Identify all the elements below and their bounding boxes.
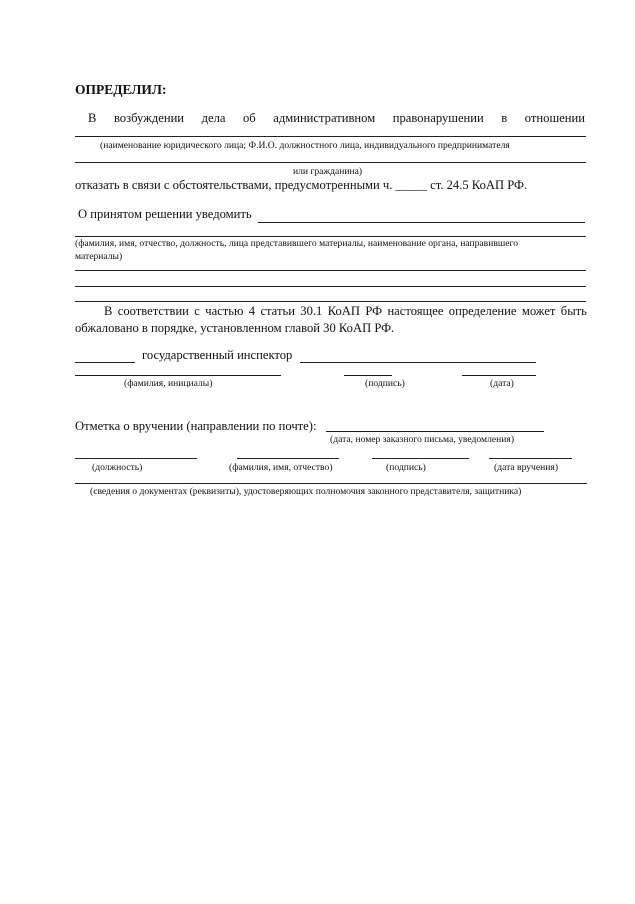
- notify-field-line-5[interactable]: [75, 301, 586, 302]
- receiver-fio-caption: (фамилия, имя, отчество): [229, 462, 333, 473]
- notify-caption-2: материалы): [75, 251, 123, 262]
- inspector-name-field[interactable]: [75, 375, 281, 376]
- subject-field-line-2[interactable]: [75, 162, 586, 163]
- appeal-word: 30.1: [300, 304, 323, 318]
- refusal-word: возбуждении: [113, 111, 185, 125]
- notify-label: О принятом решении уведомить: [78, 207, 252, 221]
- refusal-word: административном: [273, 111, 376, 125]
- receiver-sign-field[interactable]: [372, 458, 469, 459]
- appeal-word: частью: [205, 304, 244, 318]
- receiver-date-field[interactable]: [489, 458, 572, 459]
- refusal-word: правонарушении: [392, 111, 484, 125]
- receiver-date-caption: (дата вручения): [494, 462, 559, 473]
- appeal-word: соответствии: [117, 304, 189, 318]
- inspector-date-field[interactable]: [462, 375, 536, 376]
- subject-field-line-1[interactable]: [75, 136, 586, 137]
- refusal-word: В: [88, 111, 97, 125]
- inspector-sign-caption: (подпись): [365, 378, 405, 389]
- notify-field-line-1[interactable]: [258, 222, 585, 223]
- receiver-sign-caption: (подпись): [386, 462, 426, 473]
- appeal-word: РФ: [365, 304, 383, 318]
- delivery-field[interactable]: [326, 431, 544, 432]
- appeal-word: В: [104, 304, 113, 318]
- refusal-line: [88, 111, 585, 126]
- inspector-name-caption: (фамилия, инициалы): [124, 378, 213, 389]
- subject-caption-2: или гражданина): [293, 166, 363, 177]
- appeal-word: быть: [560, 304, 587, 318]
- appeal-word: с: [194, 304, 200, 318]
- receiver-fio-field[interactable]: [237, 458, 339, 459]
- appeal-word: может: [521, 304, 556, 318]
- notify-field-line-2[interactable]: [75, 236, 586, 237]
- appeal-word: определение: [448, 304, 517, 318]
- notify-caption-1: (фамилия, имя, отчество, должность, лица представившего материалы, наименование органа, направившего: [75, 238, 518, 249]
- refusal-reason-text: отказать в связи с обстоятельствами, предусмотренными ч. _____ ст. 24.5 КоАП РФ.: [75, 178, 528, 192]
- notify-field-line-3[interactable]: [75, 270, 586, 271]
- delivery-caption: (дата, номер заказного письма, уведомления): [330, 434, 515, 445]
- appeal-word: настоящее: [387, 304, 444, 318]
- notify-field-line-4[interactable]: [75, 286, 586, 287]
- refusal-word: в: [501, 111, 508, 125]
- inspector-rank-field[interactable]: [75, 362, 135, 363]
- appeal-line-1: [104, 304, 587, 319]
- receiver-position-caption: (должность): [92, 462, 143, 473]
- refusal-word: отношении: [524, 111, 585, 125]
- receiver-position-field[interactable]: [75, 458, 197, 459]
- refusal-word: об: [242, 111, 256, 125]
- delivery-label: Отметка о вручении (направлении по почте):: [75, 419, 317, 433]
- appeal-word: 4: [248, 304, 256, 318]
- representative-docs-caption: (сведения о документах (реквизиты), удостоверяющих полномочия законного представителя, защитника): [90, 486, 522, 497]
- heading-opredelil: ОПРЕДЕЛИЛ:: [75, 82, 167, 97]
- inspector-label: государственный инспектор: [142, 348, 293, 362]
- inspector-date-caption: (дата): [490, 378, 514, 389]
- appeal-word: КоАП: [327, 304, 360, 318]
- inspector-sign-field[interactable]: [344, 375, 392, 376]
- appeal-line-2: обжаловано в порядке, установленном главой 30 КоАП РФ.: [75, 321, 395, 335]
- inspector-field[interactable]: [300, 362, 536, 363]
- representative-docs-field[interactable]: [75, 483, 587, 484]
- appeal-word: статьи: [260, 304, 295, 318]
- refusal-word: дела: [201, 111, 226, 125]
- subject-caption-1: (наименование юридического лица; Ф.И.О. должностного лица, индивидуального предпринимателя: [100, 140, 510, 151]
